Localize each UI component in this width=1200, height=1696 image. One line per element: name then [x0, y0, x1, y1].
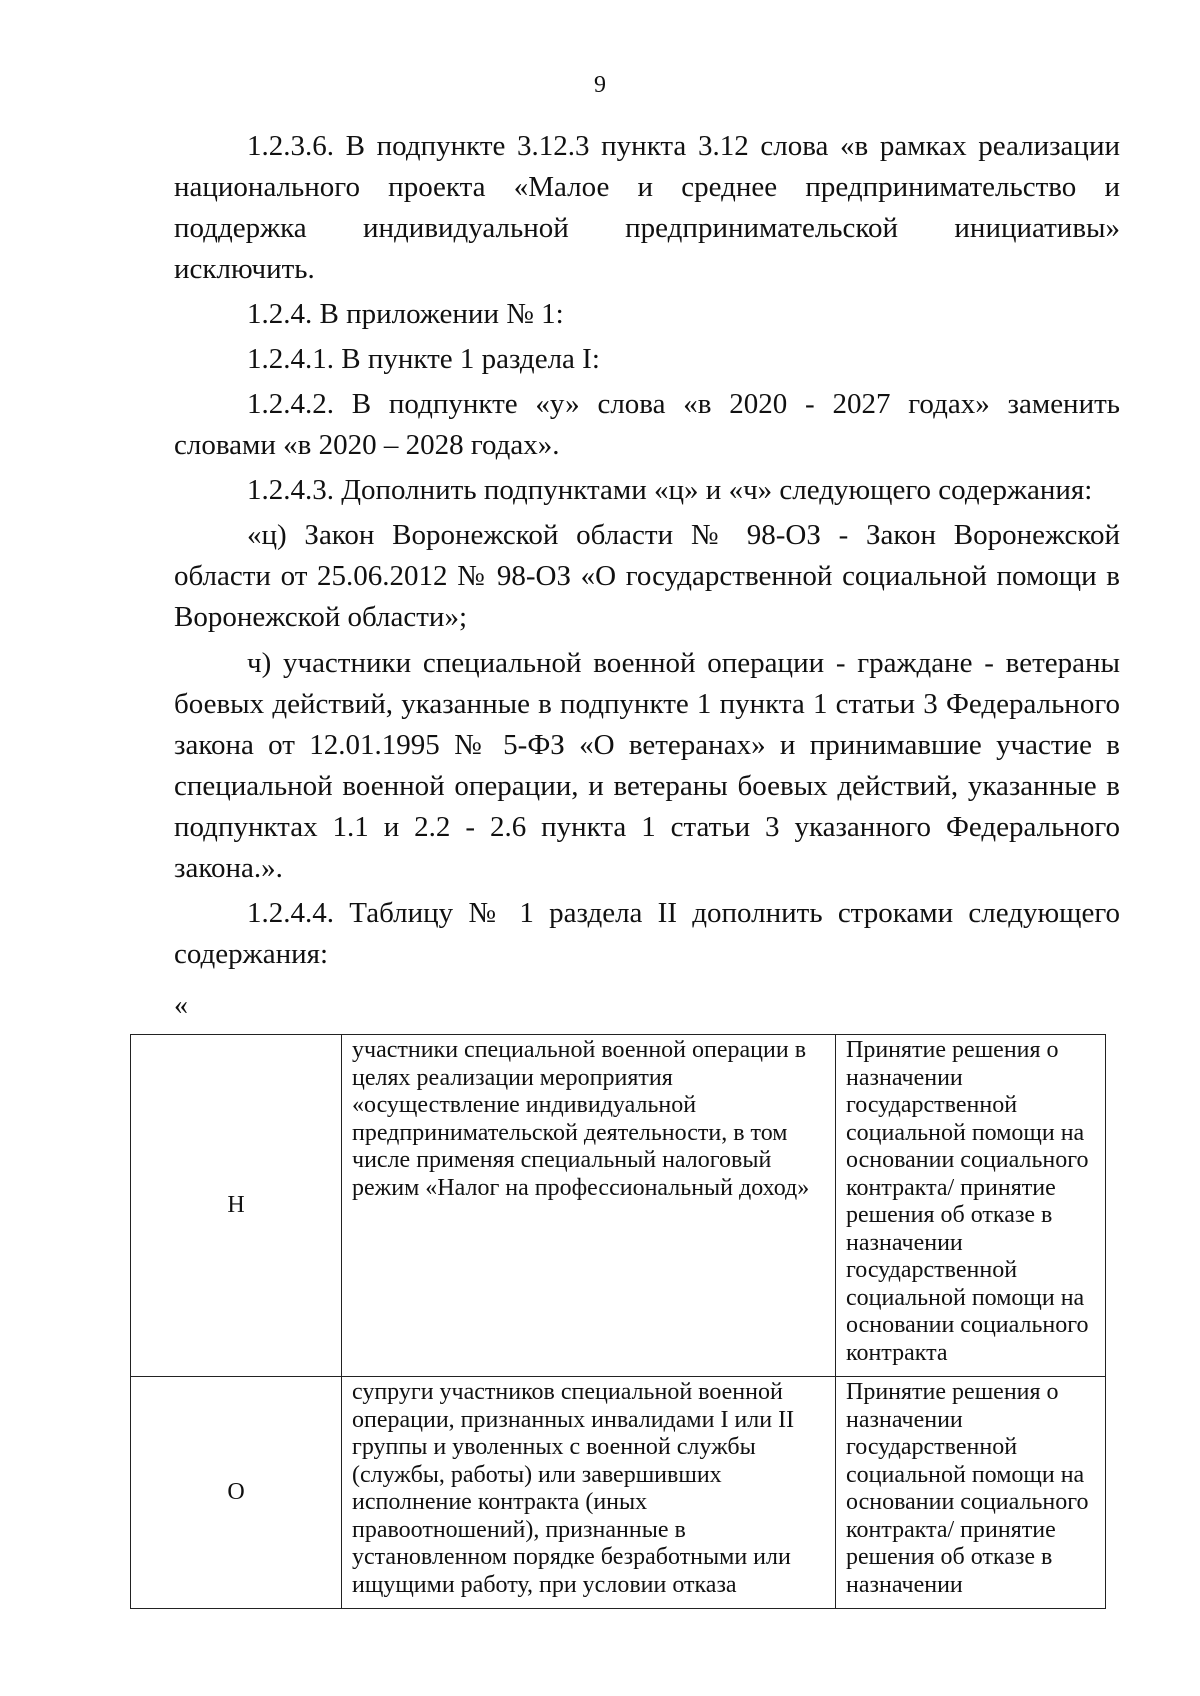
paragraph-1-2-3-6: 1.2.3.6. В подпункте 3.12.3 пункта 3.12 слова «в рамках реализации национального проекта «Малое и среднее предпринимательство и поддержка индивидуальной предпринимательской инициативы» исключить. [174, 130, 1120, 285]
paragraph-1-2-4-4: 1.2.4.4. Таблицу № 1 раздела II дополнить строками следующего содержания: [174, 897, 1120, 970]
row-code-cell: Н [131, 1035, 342, 1377]
page-number: 9 [594, 72, 606, 98]
paragraph-subitem-ts: «ц) Закон Воронежской области № 98-ОЗ - Закон Воронежской области от 25.06.2012 № 98-ОЗ «О государственной социальной помощи в Воронежской области»; [174, 519, 1120, 633]
row-category-cell: супруги участников специальной военной операции, признанных инвалидами I или II группы и уволенных с военной службы (службы, работы) или завершивших исполнение контракта (иных правоотношений), признанные в установленном порядке безработными или ищущими работу, при условии отказа [342, 1377, 836, 1609]
row-basis-cell: Принятие решения о назначении государственной социальной помощи на основании социального контракта/ принятие решения об отказе в назначении государственной социальной помощи на основании социального контракта [836, 1035, 1106, 1377]
row-code-cell: О [131, 1377, 342, 1609]
paragraph-1-2-4: 1.2.4. В приложении № 1: [247, 298, 564, 330]
paragraph-subitem-ch: ч) участники специальной военной операции - граждане - ветераны боевых действий, указанные в подпункте 1 пункта 1 статьи 3 Федерального закона от 12.01.1995 № 5-ФЗ «О ветеранах» и принимавшие участие в специальной военной операции, и ветераны боевых действий, указанные в подпунктах 1.1 и 2.2 - 2.6 пункта 1 статьи 3 указанного Федерального закона.». [174, 647, 1120, 884]
table-open-quote: « [174, 990, 188, 1021]
amendment-table [130, 1034, 1106, 1609]
paragraph-1-2-4-1: 1.2.4.1. В пункте 1 раздела I: [247, 343, 600, 375]
table-row [131, 1377, 1106, 1609]
row-category-cell: участники специальной военной операции в целях реализации мероприятия «осуществление индивидуальной предпринимательской деятельности, в том числе применяя специальный налоговый режим «Налог на профессиональный доход» [342, 1035, 836, 1377]
row-basis-cell: Принятие решения о назначении государственной социальной помощи на основании социального контракта/ принятие решения об отказе в назначении [836, 1377, 1106, 1609]
table-row [131, 1035, 1106, 1377]
document-body [174, 126, 1120, 975]
paragraph-1-2-4-3: 1.2.4.3. Дополнить подпунктами «ц» и «ч» следующего содержания: [247, 474, 1093, 506]
paragraph-1-2-4-2: 1.2.4.2. В подпункте «у» слова «в 2020 - 2027 годах» заменить словами «в 2020 – 2028 годах». [174, 388, 1120, 461]
